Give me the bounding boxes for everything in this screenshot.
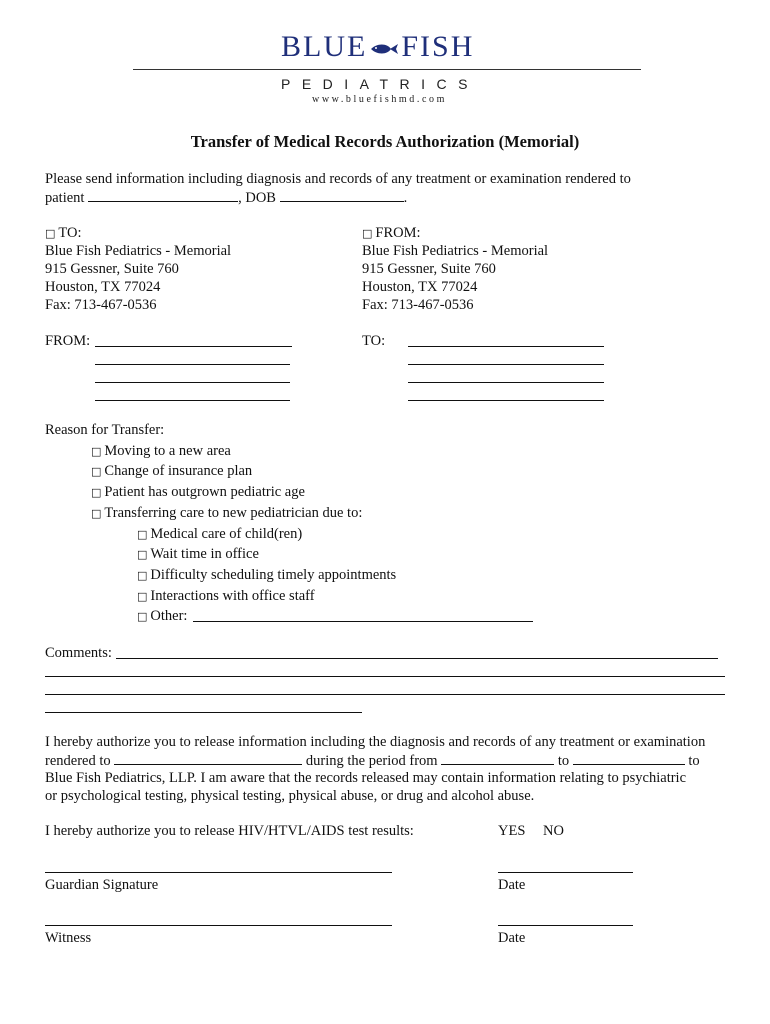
reason-sub-option-label: Difficulty scheduling timely appointments xyxy=(150,567,397,583)
reason-sub-option-label: Other: xyxy=(150,608,188,624)
witness-signature-line[interactable] xyxy=(45,925,392,926)
reason-sub-option-label: Wait time in office xyxy=(150,546,259,562)
rendered-to-label: rendered to xyxy=(45,753,111,769)
checkbox[interactable]: □ xyxy=(137,528,148,541)
from-checkbox-row[interactable] xyxy=(362,224,421,243)
reason-sub-option[interactable] xyxy=(137,545,259,564)
intro-line-1: Please send information including diagnosis and records of any treatment or examination rendered to xyxy=(45,171,631,187)
checkbox[interactable]: □ xyxy=(91,507,102,520)
to-field-line[interactable] xyxy=(408,382,604,383)
period-start-field[interactable] xyxy=(441,751,554,765)
dob-label: , DOB xyxy=(238,190,276,206)
comments-line[interactable] xyxy=(116,658,718,659)
reason-option[interactable] xyxy=(91,442,231,461)
date-line[interactable] xyxy=(498,872,633,873)
intro-line-2 xyxy=(45,188,407,207)
rendered-to-field[interactable] xyxy=(114,751,302,765)
reason-option-label: Change of insurance plan xyxy=(104,463,253,479)
patient-label: patient xyxy=(45,190,85,206)
to-field-line[interactable] xyxy=(408,346,604,347)
auth-line-4: or psychological testing, physical testing, physical abuse, or drug and alcohol abuse. xyxy=(45,788,535,804)
checkbox-to[interactable]: □ xyxy=(45,227,56,240)
to-address-line: 915 Gessner, Suite 760 xyxy=(45,261,179,277)
intro-period: . xyxy=(403,190,408,206)
date-label: Date xyxy=(498,877,526,893)
to-address-line: Houston, TX 77024 xyxy=(45,279,161,295)
from-field-line[interactable] xyxy=(95,364,290,365)
comments-line[interactable] xyxy=(45,712,362,713)
to-field-line[interactable] xyxy=(408,400,604,401)
reason-option-label: Transferring care to new pediatrician due to: xyxy=(104,505,363,521)
to-field-label: TO: xyxy=(362,333,386,349)
hiv-no-option[interactable]: NO xyxy=(543,823,564,839)
from-field-line[interactable] xyxy=(95,382,290,383)
hiv-yes-option[interactable]: YES xyxy=(498,823,526,839)
reason-sub-option-label: Interactions with office staff xyxy=(150,588,315,604)
reason-sub-option-label: Medical care of child(ren) xyxy=(150,526,303,542)
reason-option[interactable] xyxy=(91,483,305,502)
hiv-authorization-text: I hereby authorize you to release HIV/HTVL/AIDS test results: xyxy=(45,823,414,839)
auth-line-2 xyxy=(45,751,700,770)
logo-rule xyxy=(133,69,641,70)
logo-word-blue: BLUE xyxy=(281,30,368,63)
reason-heading: Reason for Transfer: xyxy=(45,422,165,438)
checkbox[interactable]: □ xyxy=(91,486,102,499)
auth-line-1: I hereby authorize you to release information including the diagnosis and records of any treatment or examination xyxy=(45,734,706,750)
guardian-signature-line[interactable] xyxy=(45,872,392,873)
checkbox[interactable]: □ xyxy=(137,548,148,561)
other-reason-field[interactable] xyxy=(193,621,533,622)
to-address-line: Fax: 713-467-0536 xyxy=(45,297,157,313)
checkbox[interactable]: □ xyxy=(91,445,102,458)
auth-line-3: Blue Fish Pediatrics, LLP. I am aware that the records released may contain information relating to psychiatric xyxy=(45,770,687,786)
comments-line[interactable] xyxy=(45,676,725,677)
witness-date-label: Date xyxy=(498,930,526,946)
from-address-line: Fax: 713-467-0536 xyxy=(362,297,474,313)
reason-sub-option-other[interactable] xyxy=(137,607,187,626)
guardian-signature-label: Guardian Signature xyxy=(45,877,159,893)
reason-sub-option[interactable] xyxy=(137,525,302,544)
period-end-field[interactable] xyxy=(573,751,685,765)
checkbox[interactable]: □ xyxy=(137,610,148,623)
checkbox[interactable]: □ xyxy=(91,465,102,478)
from-address-line: Houston, TX 77024 xyxy=(362,279,478,295)
to-address-line: Blue Fish Pediatrics - Memorial xyxy=(45,243,232,259)
logo xyxy=(281,30,474,64)
reason-sub-option[interactable] xyxy=(137,566,396,585)
from-field-line[interactable] xyxy=(95,346,292,347)
checkbox[interactable]: □ xyxy=(137,569,148,582)
page-title: Transfer of Medical Records Authorization (Memorial) xyxy=(190,132,580,151)
from-field-line[interactable] xyxy=(95,400,290,401)
from-field-label: FROM: xyxy=(45,333,91,349)
witness-label: Witness xyxy=(45,930,92,946)
patient-name-field[interactable] xyxy=(88,188,238,202)
to-checkbox-row[interactable] xyxy=(45,224,82,243)
comments-line[interactable] xyxy=(45,694,725,695)
reason-sub-option[interactable] xyxy=(137,587,315,606)
period-label: during the period from xyxy=(305,753,438,769)
from-heading: FROM: xyxy=(375,225,421,241)
comments-label: Comments: xyxy=(45,645,112,661)
dob-field[interactable] xyxy=(280,188,404,202)
period-to-label: to xyxy=(557,753,570,769)
checkbox-from[interactable]: □ xyxy=(362,227,373,240)
logo-subtitle: PEDIATRICS xyxy=(281,76,479,92)
witness-date-line[interactable] xyxy=(498,925,633,926)
reason-option[interactable] xyxy=(91,504,362,523)
logo-word-fish: FISH xyxy=(401,30,475,63)
fish-icon xyxy=(369,42,399,56)
to-field-line[interactable] xyxy=(408,364,604,365)
to-heading: TO: xyxy=(58,225,82,241)
to-label: to xyxy=(688,753,700,769)
logo-url: www.bluefishmd.com xyxy=(312,94,448,105)
reason-option-label: Moving to a new area xyxy=(104,443,231,459)
checkbox[interactable]: □ xyxy=(137,590,148,603)
from-address-line: Blue Fish Pediatrics - Memorial xyxy=(362,243,549,259)
reason-option-label: Patient has outgrown pediatric age xyxy=(104,484,305,500)
reason-option[interactable] xyxy=(91,462,252,481)
from-address-line: 915 Gessner, Suite 760 xyxy=(362,261,496,277)
